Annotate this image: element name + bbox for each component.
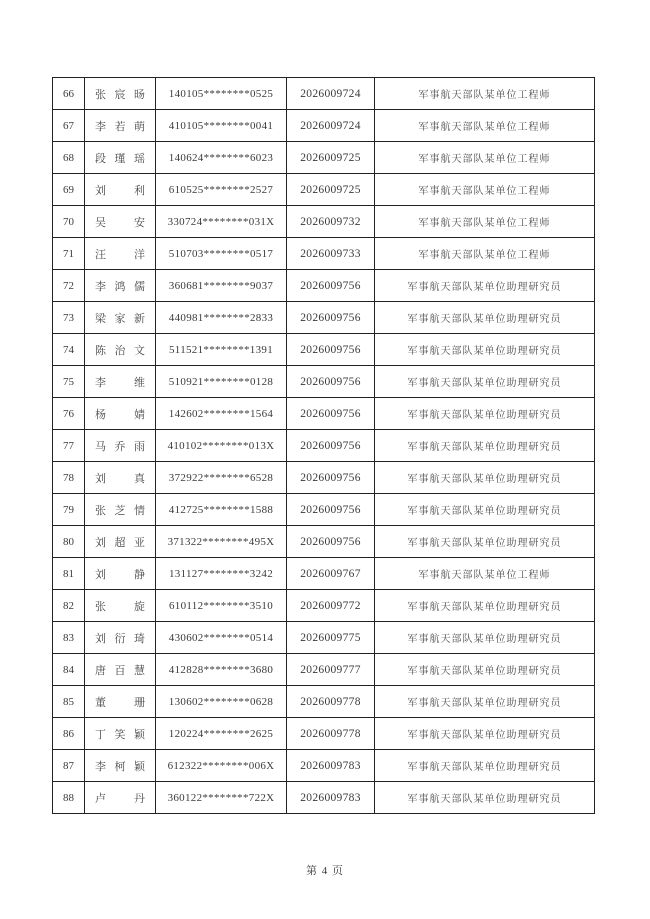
admission-code-cell: 2026009756: [287, 526, 375, 558]
table-row: [53, 206, 595, 238]
position-title-cell: 军事航天部队某单位工程师: [375, 558, 595, 590]
name-cell: [85, 654, 156, 686]
id-number-cell: 610525********2527: [156, 174, 287, 206]
row-number-cell: 85: [53, 686, 85, 718]
table-row: [53, 334, 595, 366]
admission-code-cell: 2026009756: [287, 366, 375, 398]
row-number-cell: 78: [53, 462, 85, 494]
row-number-cell: 72: [53, 270, 85, 302]
admission-code-cell: 2026009725: [287, 142, 375, 174]
row-number-cell: 68: [53, 142, 85, 174]
name-cell: [85, 558, 156, 590]
name-cell: [85, 270, 156, 302]
name-cell: [85, 590, 156, 622]
table-row: [53, 398, 595, 430]
roster-table: [52, 77, 595, 814]
name-cell: [85, 142, 156, 174]
table-row: [53, 238, 595, 270]
row-number-cell: 75: [53, 366, 85, 398]
row-number-cell: 82: [53, 590, 85, 622]
name-cell: [85, 78, 156, 110]
row-number-cell: 76: [53, 398, 85, 430]
table-row: [53, 366, 595, 398]
name-cell: [85, 398, 156, 430]
name-text: 刘 利: [95, 184, 145, 197]
row-number-cell: 87: [53, 750, 85, 782]
name-text: 唐 百 慧: [95, 664, 145, 677]
row-number-cell: 86: [53, 718, 85, 750]
admission-code-cell: 2026009777: [287, 654, 375, 686]
id-number-cell: 131127********3242: [156, 558, 287, 590]
position-title-cell: 军事航天部队某单位工程师: [375, 142, 595, 174]
position-title-cell: 军事航天部队某单位助理研究员: [375, 686, 595, 718]
table-row: [53, 462, 595, 494]
id-number-cell: 360681********9037: [156, 270, 287, 302]
name-cell: [85, 366, 156, 398]
position-title-cell: 军事航天部队某单位工程师: [375, 110, 595, 142]
id-number-cell: 412828********3680: [156, 654, 287, 686]
position-title-cell: 军事航天部队某单位助理研究员: [375, 366, 595, 398]
position-title-cell: 军事航天部队某单位助理研究员: [375, 302, 595, 334]
position-title-cell: 军事航天部队某单位助理研究员: [375, 334, 595, 366]
name-text: 刘 衍 琦: [95, 632, 145, 645]
position-title-cell: 军事航天部队某单位助理研究员: [375, 270, 595, 302]
table-row: [53, 558, 595, 590]
table-row: [53, 270, 595, 302]
table-row: [53, 782, 595, 814]
name-cell: [85, 718, 156, 750]
name-text: 李 维: [95, 376, 145, 389]
name-text: 段 瑾 瑶: [95, 152, 145, 165]
name-cell: [85, 494, 156, 526]
name-text: 李 柯 颖: [95, 760, 145, 773]
position-title-cell: 军事航天部队某单位助理研究员: [375, 590, 595, 622]
table-row: [53, 654, 595, 686]
table-row: [53, 174, 595, 206]
id-number-cell: 142602********1564: [156, 398, 287, 430]
admission-code-cell: 2026009756: [287, 270, 375, 302]
name-text: 刘 静: [95, 568, 145, 581]
name-text: 李 若 萌: [95, 120, 145, 133]
admission-code-cell: 2026009756: [287, 430, 375, 462]
name-cell: [85, 302, 156, 334]
name-cell: [85, 782, 156, 814]
id-number-cell: 371322********495X: [156, 526, 287, 558]
table-row: [53, 622, 595, 654]
position-title-cell: 军事航天部队某单位助理研究员: [375, 398, 595, 430]
name-cell: [85, 206, 156, 238]
id-number-cell: 610112********3510: [156, 590, 287, 622]
admission-code-cell: 2026009775: [287, 622, 375, 654]
row-number-cell: 66: [53, 78, 85, 110]
name-text: 张 芝 情: [95, 504, 145, 517]
position-title-cell: 军事航天部队某单位助理研究员: [375, 622, 595, 654]
table-row: [53, 526, 595, 558]
table-row: [53, 142, 595, 174]
admission-code-cell: 2026009783: [287, 750, 375, 782]
row-number-cell: 69: [53, 174, 85, 206]
position-title-cell: 军事航天部队某单位助理研究员: [375, 718, 595, 750]
name-text: 马 乔 雨: [95, 440, 145, 453]
id-number-cell: 511521********1391: [156, 334, 287, 366]
id-number-cell: 510921********0128: [156, 366, 287, 398]
table-row: [53, 750, 595, 782]
id-number-cell: 130602********0628: [156, 686, 287, 718]
admission-code-cell: 2026009725: [287, 174, 375, 206]
id-number-cell: 330724********031X: [156, 206, 287, 238]
row-number-cell: 83: [53, 622, 85, 654]
id-number-cell: 410105********0041: [156, 110, 287, 142]
row-number-cell: 80: [53, 526, 85, 558]
admission-code-cell: 2026009767: [287, 558, 375, 590]
name-cell: [85, 110, 156, 142]
table-row: [53, 302, 595, 334]
name-text: 刘 超 亚: [95, 536, 145, 549]
table-row: [53, 110, 595, 142]
admission-code-cell: 2026009733: [287, 238, 375, 270]
name-text: 刘 真: [95, 472, 145, 485]
name-text: 张 宸 旸: [95, 88, 145, 101]
position-title-cell: 军事航天部队某单位助理研究员: [375, 462, 595, 494]
name-text: 陈 治 文: [95, 344, 145, 357]
table-row: [53, 430, 595, 462]
position-title-cell: 军事航天部队某单位工程师: [375, 206, 595, 238]
row-number-cell: 77: [53, 430, 85, 462]
name-cell: [85, 462, 156, 494]
id-number-cell: 140105********0525: [156, 78, 287, 110]
name-text: 张 旋: [95, 600, 145, 613]
position-title-cell: 军事航天部队某单位工程师: [375, 174, 595, 206]
name-cell: [85, 686, 156, 718]
position-title-cell: 军事航天部队某单位工程师: [375, 78, 595, 110]
name-cell: [85, 622, 156, 654]
roster-table-body: [53, 78, 595, 814]
position-title-cell: 军事航天部队某单位助理研究员: [375, 494, 595, 526]
name-text: 卢 丹: [95, 792, 145, 805]
id-number-cell: 120224********2625: [156, 718, 287, 750]
position-title-cell: 军事航天部队某单位助理研究员: [375, 526, 595, 558]
id-number-cell: 360122********722X: [156, 782, 287, 814]
row-number-cell: 88: [53, 782, 85, 814]
position-title-cell: 军事航天部队某单位助理研究员: [375, 430, 595, 462]
admission-code-cell: 2026009756: [287, 334, 375, 366]
admission-code-cell: 2026009772: [287, 590, 375, 622]
admission-code-cell: 2026009756: [287, 494, 375, 526]
position-title-cell: 军事航天部队某单位工程师: [375, 238, 595, 270]
name-cell: [85, 526, 156, 558]
name-text: 李 鸿 儒: [95, 280, 145, 293]
row-number-cell: 73: [53, 302, 85, 334]
admission-code-cell: 2026009783: [287, 782, 375, 814]
name-cell: [85, 334, 156, 366]
position-title-cell: 军事航天部队某单位助理研究员: [375, 654, 595, 686]
name-text: 梁 家 新: [95, 312, 145, 325]
id-number-cell: 510703********0517: [156, 238, 287, 270]
name-text: 董 珊: [95, 696, 145, 709]
name-text: 丁 笑 颖: [95, 728, 145, 741]
id-number-cell: 140624********6023: [156, 142, 287, 174]
row-number-cell: 67: [53, 110, 85, 142]
admission-code-cell: 2026009778: [287, 686, 375, 718]
row-number-cell: 84: [53, 654, 85, 686]
admission-code-cell: 2026009756: [287, 462, 375, 494]
row-number-cell: 71: [53, 238, 85, 270]
row-number-cell: 74: [53, 334, 85, 366]
table-row: [53, 78, 595, 110]
name-cell: [85, 430, 156, 462]
row-number-cell: 81: [53, 558, 85, 590]
table-row: [53, 718, 595, 750]
id-number-cell: 372922********6528: [156, 462, 287, 494]
id-number-cell: 430602********0514: [156, 622, 287, 654]
position-title-cell: 军事航天部队某单位助理研究员: [375, 750, 595, 782]
name-cell: [85, 238, 156, 270]
page-number: 第 4 页: [306, 865, 344, 877]
admission-code-cell: 2026009756: [287, 302, 375, 334]
table-row: [53, 590, 595, 622]
name-text: 杨 婧: [95, 408, 145, 421]
admission-code-cell: 2026009778: [287, 718, 375, 750]
admission-code-cell: 2026009732: [287, 206, 375, 238]
id-number-cell: 412725********1588: [156, 494, 287, 526]
id-number-cell: 612322********006X: [156, 750, 287, 782]
admission-code-cell: 2026009724: [287, 78, 375, 110]
name-cell: [85, 750, 156, 782]
row-number-cell: 79: [53, 494, 85, 526]
admission-code-cell: 2026009756: [287, 398, 375, 430]
id-number-cell: 440981********2833: [156, 302, 287, 334]
id-number-cell: 410102********013X: [156, 430, 287, 462]
admission-code-cell: 2026009724: [287, 110, 375, 142]
name-text: 汪 洋: [95, 248, 145, 261]
row-number-cell: 70: [53, 206, 85, 238]
name-text: 吴 安: [95, 216, 145, 229]
table-row: [53, 686, 595, 718]
table-row: [53, 494, 595, 526]
name-cell: [85, 174, 156, 206]
position-title-cell: 军事航天部队某单位助理研究员: [375, 782, 595, 814]
